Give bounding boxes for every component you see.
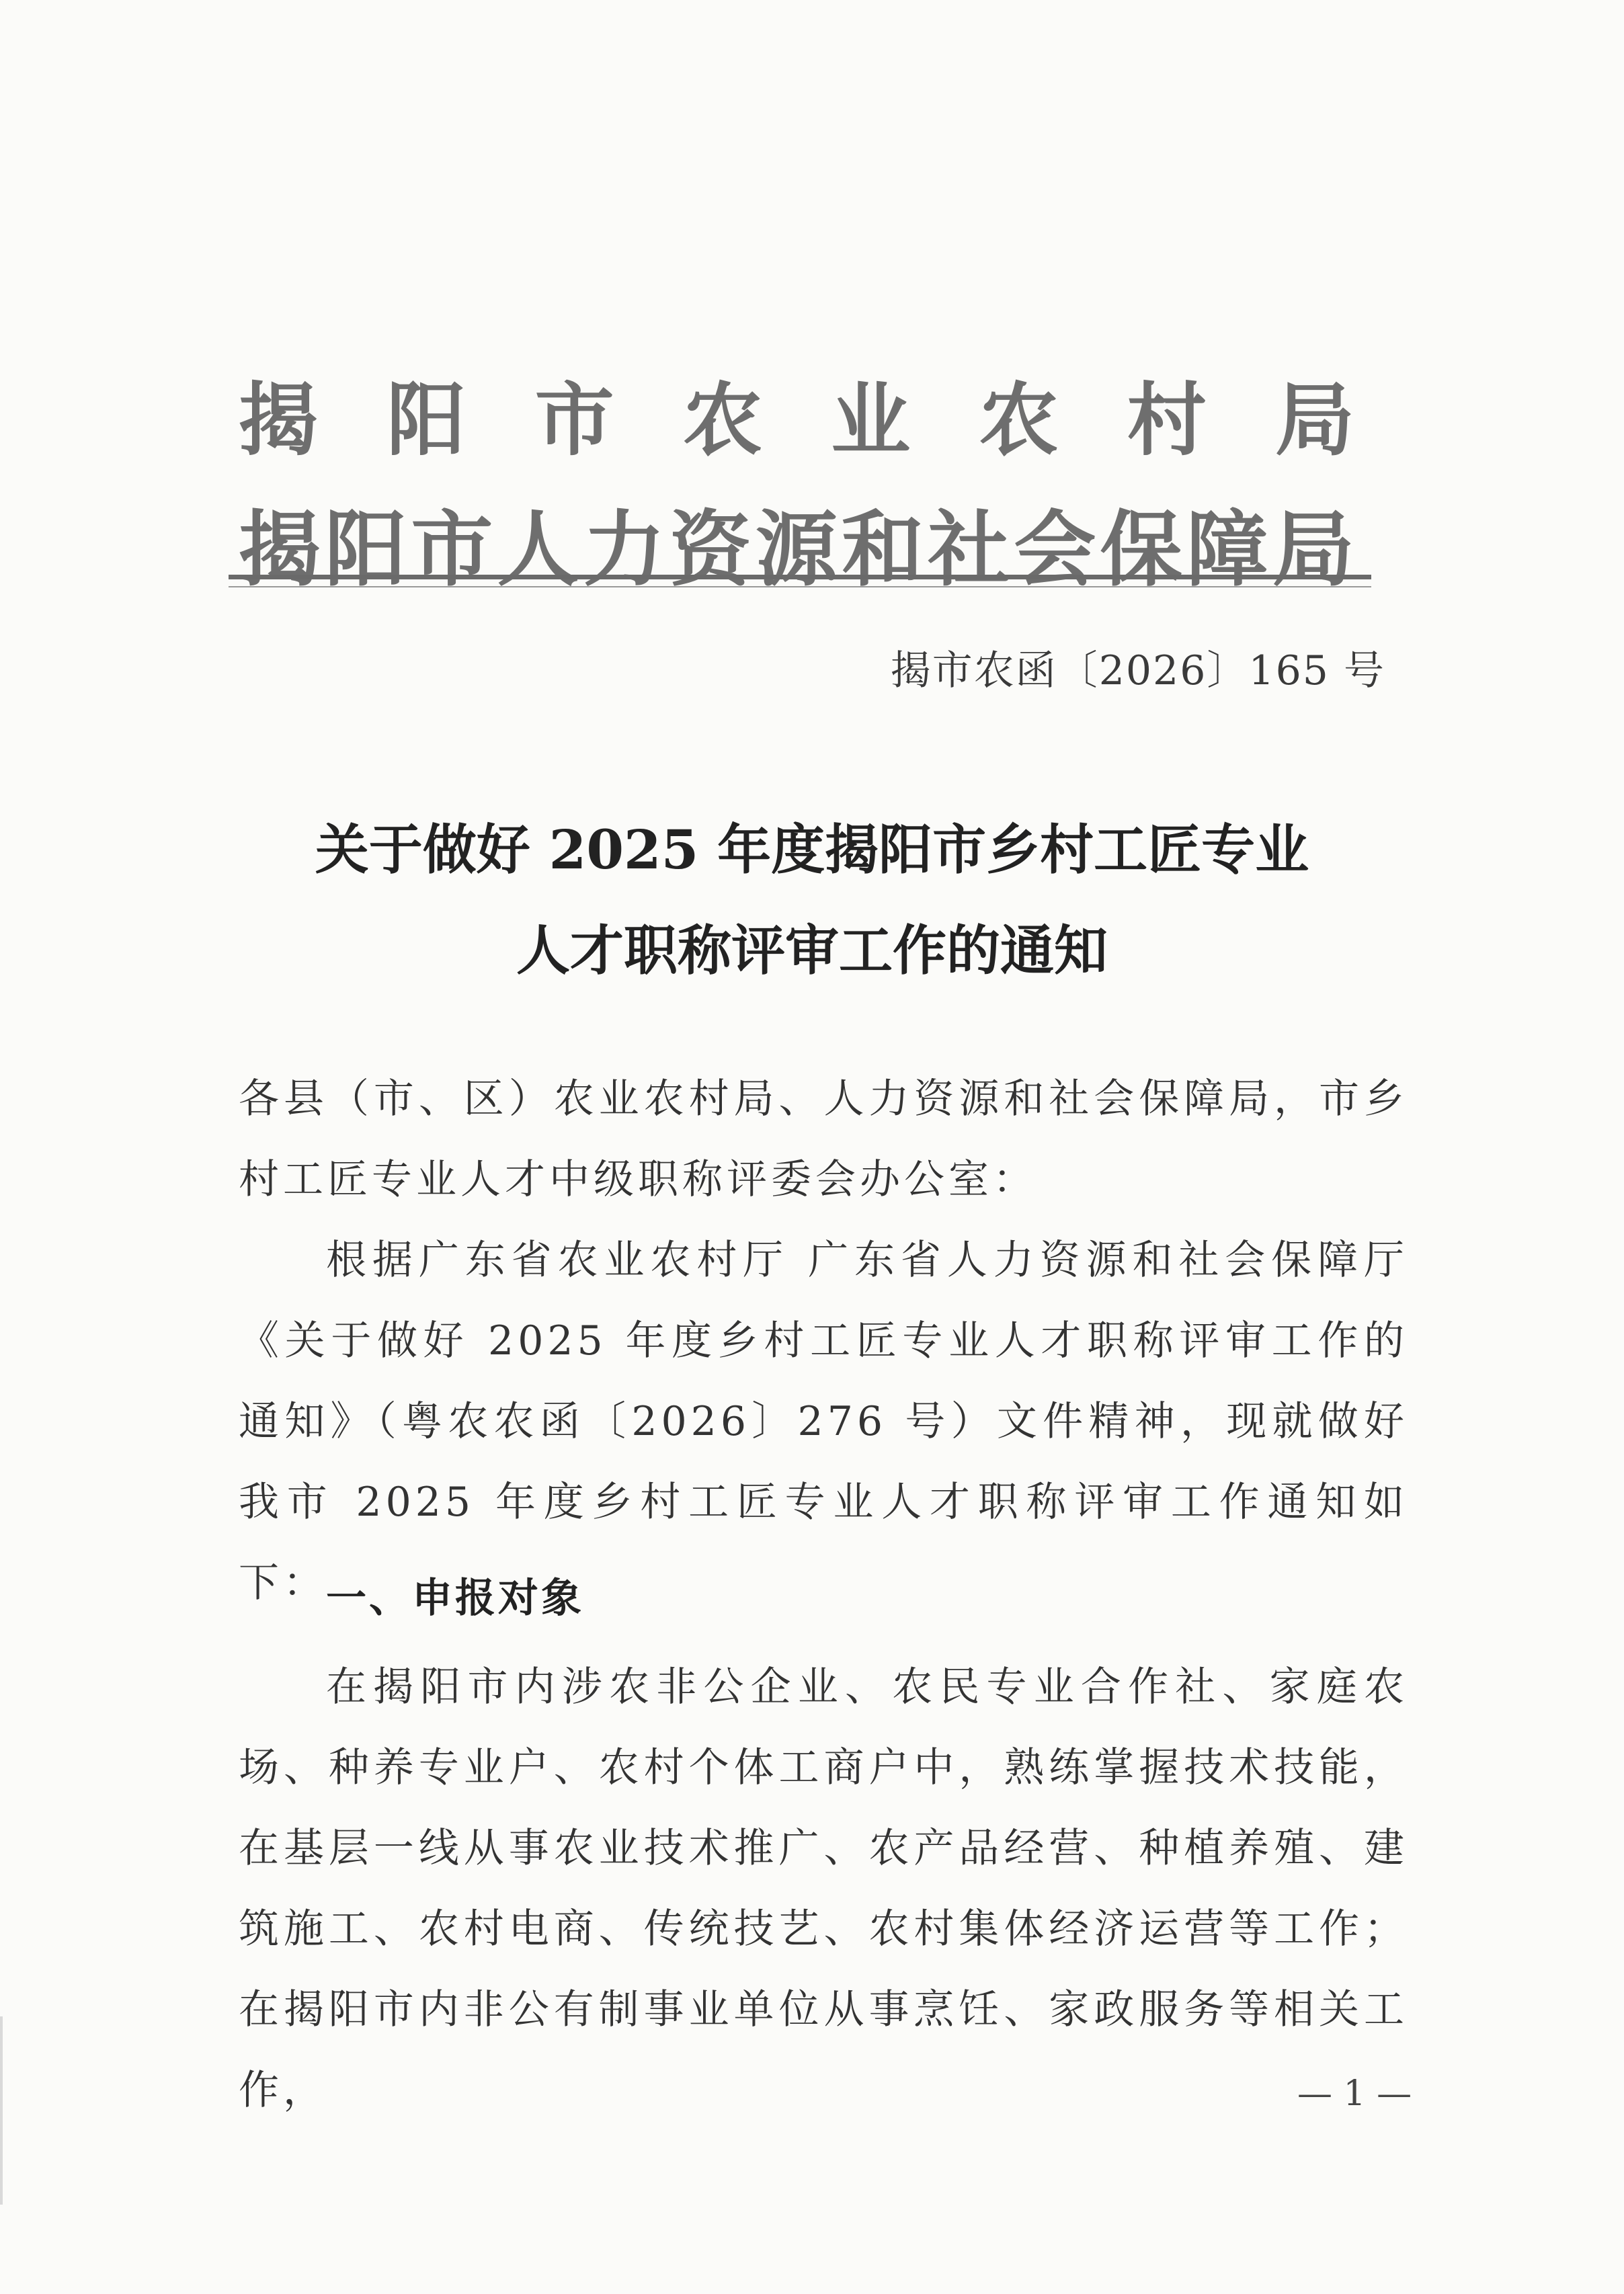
- letterhead-char: 局: [1274, 374, 1354, 466]
- letterhead-char: 源: [755, 502, 838, 598]
- letterhead-char: 揭: [239, 502, 321, 598]
- document-title-line1: 关于做好 2025 年度揭阳市乡村工匠专业: [315, 818, 1309, 881]
- letterhead-char: 市: [411, 502, 493, 598]
- letterhead-char: 市: [534, 374, 614, 466]
- letterhead-char: 力: [583, 502, 665, 598]
- letterhead-org-agriculture: [239, 356, 1354, 466]
- body-paragraph-1: 根据广东省农业农村厅 广东省人力资源和社会保障厅《关于做好 2025 年度乡村工匠专业人才职称评审工作的通知》（粤农农函〔2026〕276 号）文件精神，现就做好我市 2025 年度乡村工匠专业人才职称评审工作通知如下：: [239, 1237, 1408, 1606]
- letterhead-rule-thin: [229, 586, 1371, 587]
- letterhead-char: 农: [979, 374, 1059, 466]
- page-number: — 1 —: [1297, 2074, 1412, 2114]
- document-title-line2: 人才职称评审工作的通知: [516, 919, 1108, 982]
- letterhead-char: 局: [1272, 502, 1354, 598]
- letterhead-char: 保: [1100, 502, 1182, 598]
- body-paragraph-2: 在揭阳市内涉农非公企业、农民专业合作社、家庭农场、种养专业户、农村个体工商户中，熟练掌握技术技能，在基层一线从事农业技术推广、农产品经营、种植养殖、建筑施工、农村电商、传统技艺、农村集体经济运营等工作；在揭阳市内非公有制事业单位从事烹饪、家政服务等相关工作，: [239, 1664, 1408, 2114]
- letterhead-char: 揭: [239, 374, 319, 466]
- document-number: 揭市农函〔2026〕165 号: [890, 647, 1385, 694]
- letterhead-char: 阳: [387, 374, 466, 466]
- letterhead-char: 社: [928, 502, 1010, 598]
- section-heading-1: 一、申报对象: [326, 1575, 584, 1622]
- letterhead-char: 会: [1014, 502, 1096, 598]
- letterhead-char: 村: [1127, 374, 1207, 466]
- letterhead-char: 资: [669, 502, 752, 598]
- letterhead-rule: [229, 575, 1371, 579]
- letterhead-char: 业: [831, 374, 911, 466]
- letterhead-char: 阳: [325, 502, 407, 598]
- scan-edge-mark: [0, 2016, 3, 2205]
- letterhead-char: 障: [1186, 502, 1268, 598]
- letterhead-char: 人: [497, 502, 579, 598]
- letterhead-char: 和: [842, 502, 924, 598]
- salutation: 各县（市、区）农业农村局、人力资源和社会保障局，市乡村工匠专业人才中级职称评委会办公室：: [239, 1075, 1408, 1203]
- letterhead-char: 农: [682, 374, 762, 466]
- letterhead-org-hr: [239, 484, 1354, 598]
